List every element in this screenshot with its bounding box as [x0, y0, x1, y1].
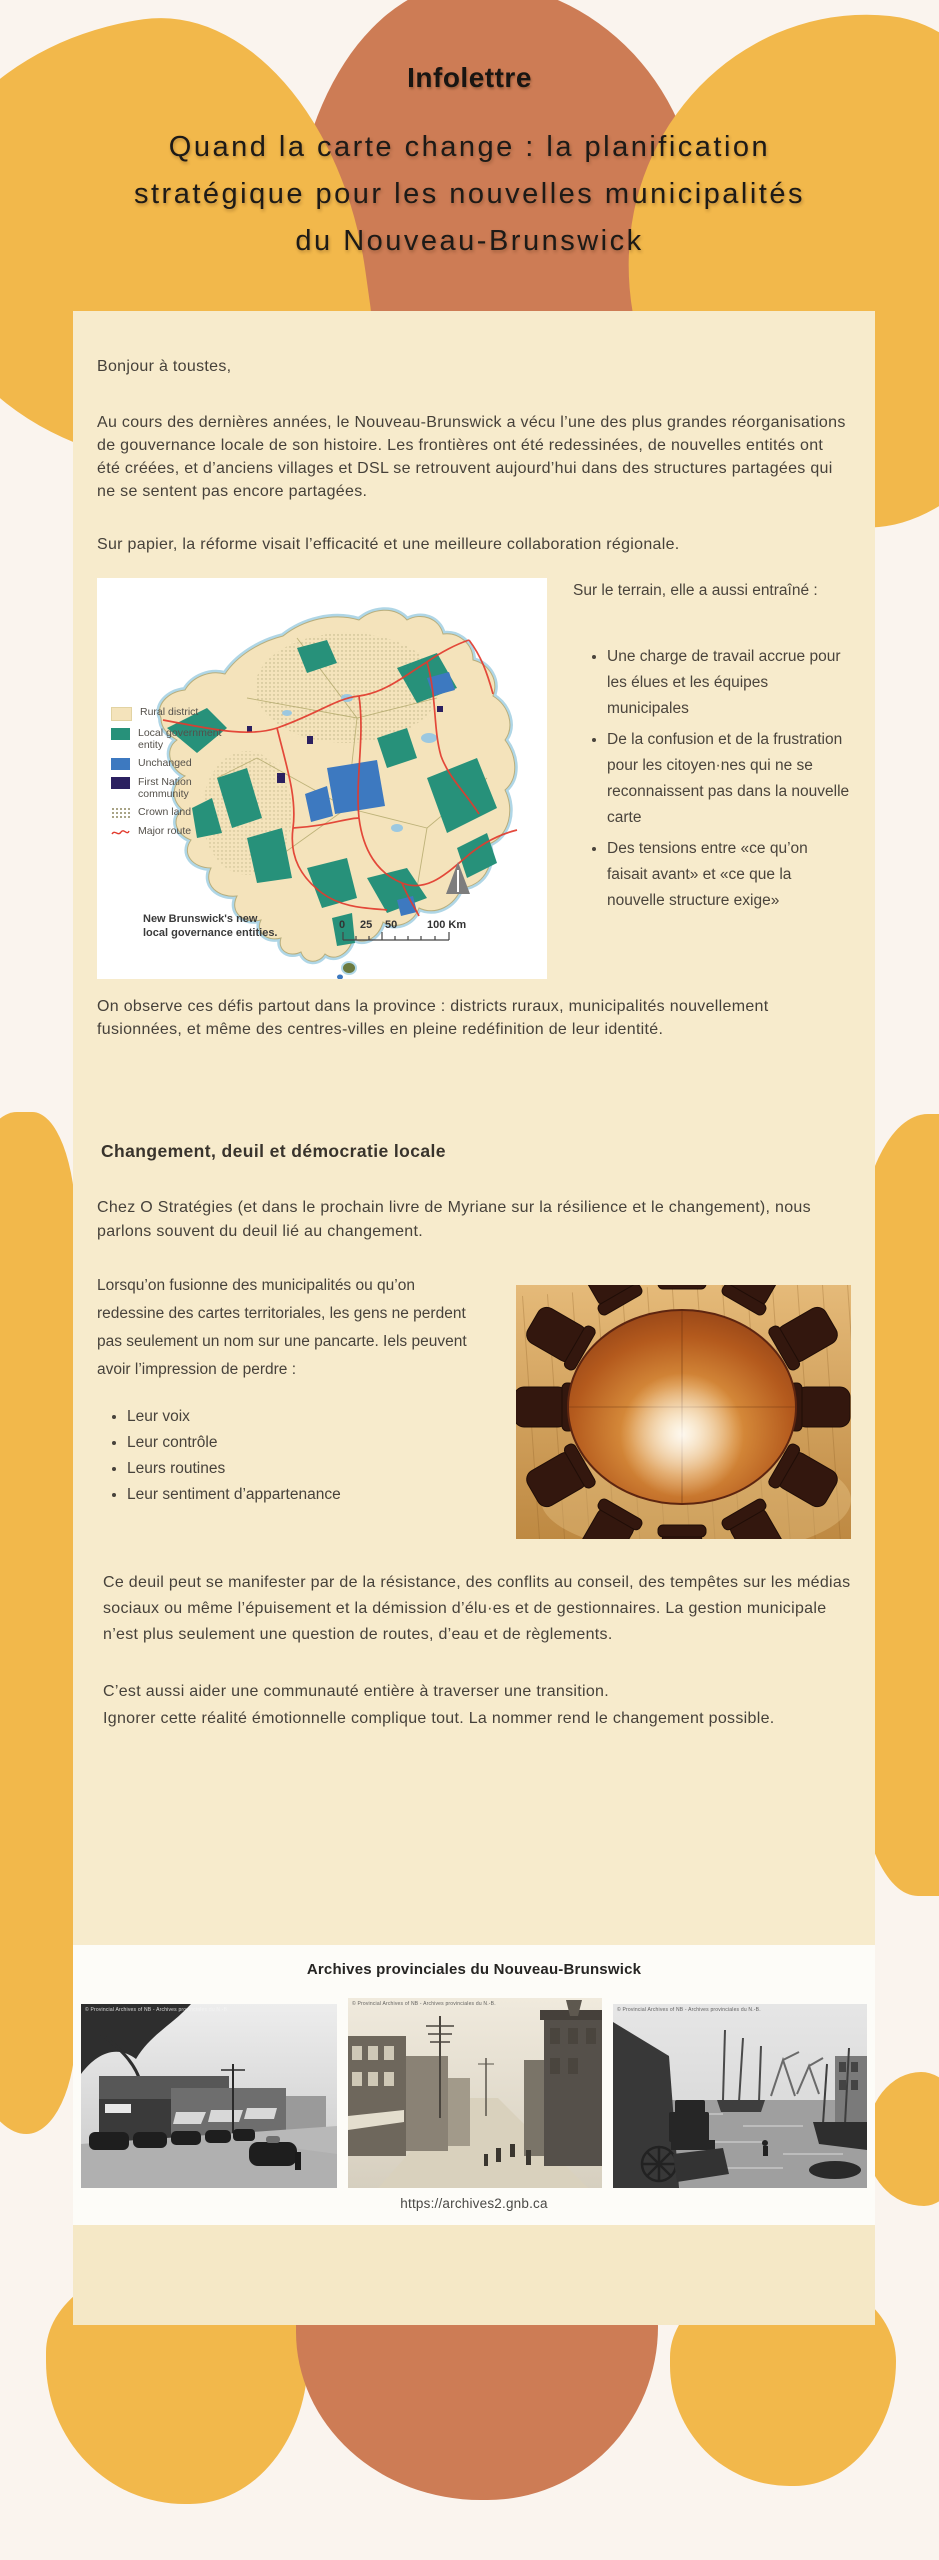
greeting-text: Bonjour à toustes,	[97, 358, 232, 375]
main-body-section	[73, 311, 875, 1945]
svg-text:New Brunswick's new: New Brunswick's new	[143, 913, 258, 925]
footer-band	[73, 2225, 875, 2325]
map-row	[97, 578, 851, 979]
paper-paragraph: Sur papier, la réforme visait l’efficacité et une meilleure collaboration régionale.	[97, 536, 680, 553]
legend-label: Crown land	[138, 806, 192, 818]
grief-row	[97, 1272, 851, 1550]
legend-item-local-gov	[111, 727, 231, 751]
legend-item-rural	[111, 706, 231, 721]
blob-mid-left	[0, 1112, 76, 2134]
round-table-image	[516, 1285, 851, 1539]
content-column	[73, 311, 875, 2325]
svg-text:100 Km: 100 Km	[427, 919, 467, 931]
chez-paragraph: Chez O Stratégies (et dans le prochain livre de Myriane sur la résilience et le changement), nous parlons souvent du deuil lié au changement.	[97, 1199, 811, 1240]
photo-watermark: © Provincial Archives of NB - Archives provinciales du N.-B.	[85, 2007, 229, 2013]
list-item: • Des tensions entre «ce qu’on faisait avant» et «ce que la nouvelle structure exige»	[607, 836, 851, 914]
grief-text-column	[97, 1272, 469, 1508]
archives-heading: Archives provinciales du Nouveau-Brunswick	[306, 1961, 642, 1978]
list-item: • Leur voix	[127, 1404, 469, 1430]
fusion-paragraph: Lorsqu’on fusionne des municipalités ou qu’on redessine des cartes territoriales, les gens ne perdent pas seulement un nom sur une pancarte. Iels peuvent avoir l’impression de perdre :	[97, 1277, 467, 1378]
legend-swatch-navy-icon	[111, 777, 130, 789]
legend-label: Unchanged	[138, 757, 192, 769]
section-heading: Changement, deuil et démocratie locale	[101, 1141, 446, 1161]
header	[0, 62, 939, 265]
subtitle-line-3: du Nouveau-Brunswick	[295, 225, 644, 257]
archive-photo-street-cars	[81, 2004, 337, 2188]
legend-item-first-nation	[111, 776, 231, 800]
list-item: • Une charge de travail accrue pour les élues et les équipes municipales	[607, 644, 851, 722]
legend-swatch-blue-icon	[111, 758, 130, 770]
list-item: • De la confusion et de la frustration pour les citoyen·nes qui ne se reconnaissent pas dans la nouvelle carte	[607, 727, 851, 831]
list-item: • Leur contrôle	[127, 1430, 469, 1456]
map-legend	[111, 706, 231, 844]
archive-photo-harbour	[613, 2004, 867, 2188]
legend-swatch-rural-icon	[111, 707, 132, 721]
final-paragraph	[103, 1678, 851, 1732]
grief-paragraph: Ce deuil peut se manifester par de la résistance, des conflits au conseil, des tempêtes sur les médias sociaux ou même l’épuisement et la démission d’élu·es et de gestionnaires. La gestion municipale n’est plus seulement une question de routes, d’eau et de règlements.	[103, 1574, 851, 1643]
archive-photos-row	[73, 2001, 875, 2188]
page-subtitle	[0, 124, 939, 265]
final-line-2: Ignorer cette réalité émotionnelle complique tout. La nommer rend le changement possible.	[103, 1710, 775, 1727]
legend-swatch-crown-icon	[111, 807, 130, 819]
map-aside-text	[573, 578, 851, 919]
list-item: • Leur sentiment d’appartenance	[127, 1482, 469, 1508]
observe-paragraph: On observe ces défis partout dans la province : districts ruraux, municipalités nouvellement fusionnées, et même des centres-villes en pleine redéfinition de leur identité.	[97, 998, 769, 1038]
photo-watermark: © Provincial Archives of NB - Archives provinciales du N.-B.	[352, 2001, 496, 2007]
nb-governance-map	[97, 578, 547, 979]
svg-text:25: 25	[360, 919, 373, 931]
legend-item-crown-land	[111, 806, 231, 819]
svg-text:50: 50	[385, 919, 398, 931]
photo-watermark: © Provincial Archives of NB - Archives provinciales du N.-B.	[617, 2007, 761, 2013]
legend-item-major-route	[111, 825, 231, 838]
list-item: • Leurs routines	[127, 1456, 469, 1482]
archives-url-link[interactable]: https://archives2.gnb.ca	[400, 2196, 548, 2211]
legend-item-unchanged	[111, 757, 231, 770]
legend-swatch-route-icon	[111, 826, 130, 838]
legend-label: Local government entity	[138, 727, 222, 751]
legend-label: Major route	[138, 825, 192, 837]
aside-lead: Sur le terrain, elle a aussi entraîné :	[573, 582, 818, 599]
legend-label: Rural district	[140, 706, 199, 718]
legend-swatch-green-icon	[111, 728, 130, 740]
blob-right-small	[866, 2072, 939, 2206]
subtitle-line-2: stratégique pour les nouvelles municipalités	[134, 178, 805, 210]
intro-paragraph: Au cours des dernières années, le Nouveau-Brunswick a vécu l’une des plus grandes réorganisations de gouvernance locale de son histoire. Les frontières ont été redessinées, de nouvelles entités ont été créées, et d’anciens villages et DSL se retrouvent aujourd’hui dans des structures partagées qui ne se sentent pas encore partagées.	[97, 414, 846, 500]
page-title: Infolettre	[407, 62, 532, 93]
svg-text:0: 0	[339, 919, 346, 931]
svg-text:local governance entities.: local governance entities.	[143, 927, 278, 939]
archives-section	[73, 1945, 875, 2225]
archive-photo-street-vista	[348, 1998, 602, 2188]
round-table-photo	[516, 1285, 851, 1539]
final-line-1: C’est aussi aider une communauté entière à traverser une transition.	[103, 1683, 609, 1700]
legend-label: First Nation community	[138, 776, 192, 800]
loss-bullet-list	[97, 1404, 469, 1508]
aside-bullet-list	[573, 644, 851, 914]
subtitle-line-1: Quand la carte change : la planification	[168, 131, 771, 163]
